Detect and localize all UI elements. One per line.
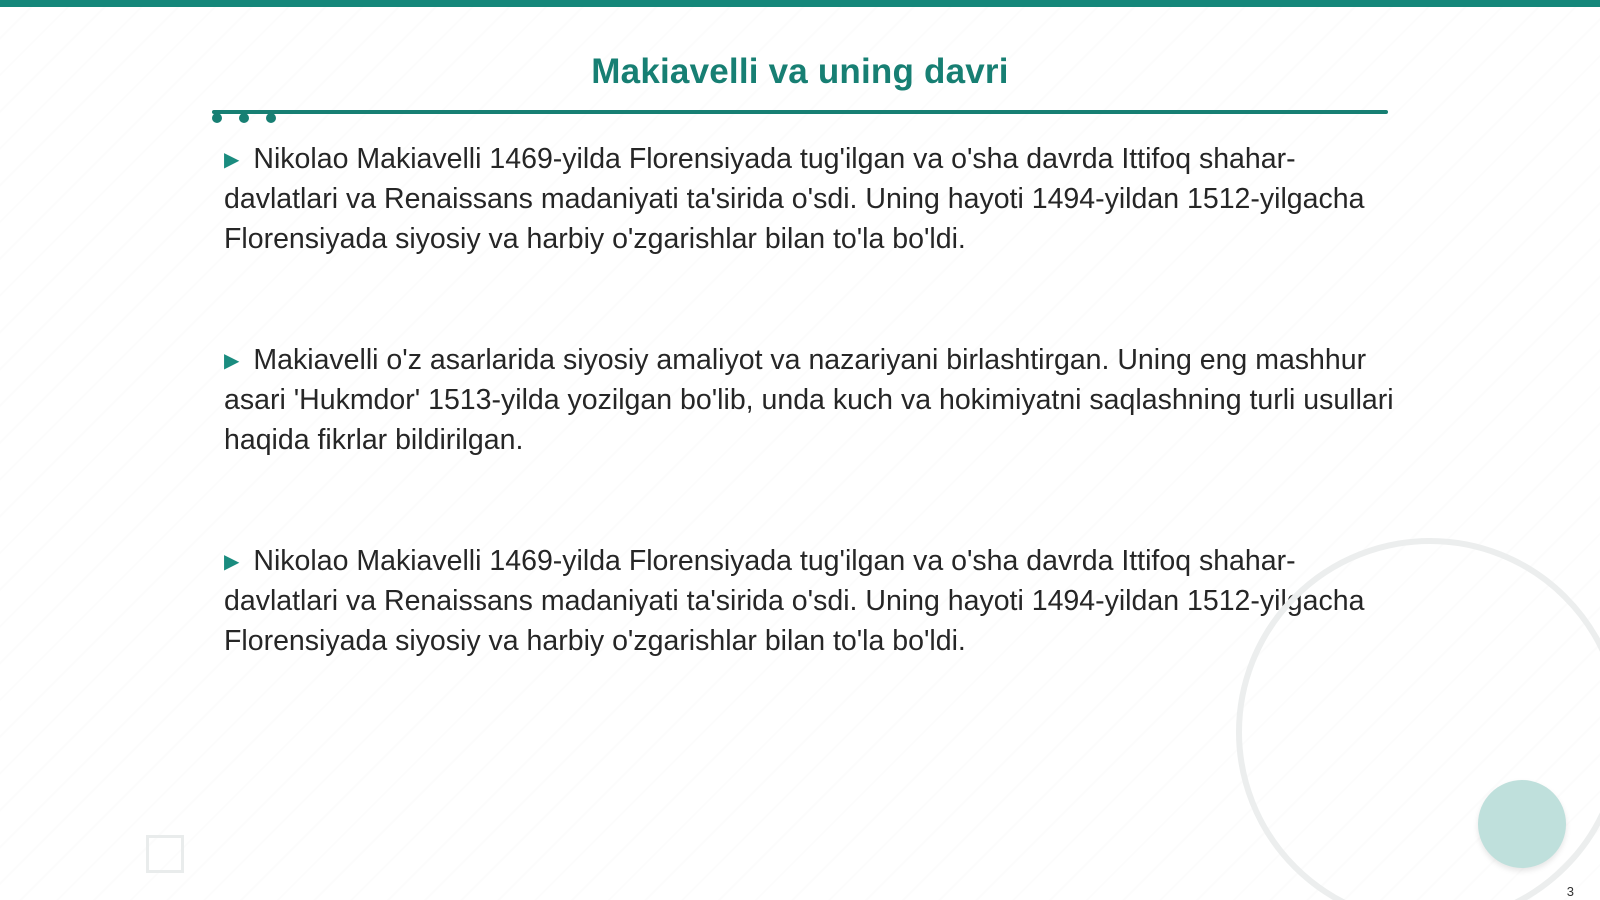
filled-circle-decoration xyxy=(1478,780,1566,868)
slide-title: Makiavelli va uning davri xyxy=(591,52,1009,91)
bullet-paragraph xyxy=(224,139,1394,259)
page-number: 3 xyxy=(1566,884,1574,899)
paragraph-text: Makiavelli o'z asarlarida siyosiy amaliyot va nazariyani birlashtirgan. Uning eng mashhur asari 'Hukmdor' 1513-yilda yozilgan bo'lib, unda kuch va hokimiyatni saqlashning turli usullari haqida fikrlar bildirilgan. xyxy=(224,344,1394,456)
paragraph-text: Nikolao Makiavelli 1469-yilda Florensiyada tug'ilgan va o'sha davrda Ittifoq shahar-davlatlari va Renaissans madaniyati ta'sirida o'sdi. Uning hayoti 1494-yildan 1512-yilgacha Florensiyada siyosiy va harbiy o'zgarishlar bilan to'la bo'ldi. xyxy=(224,143,1365,255)
paragraph-text: Nikolao Makiavelli 1469-yilda Florensiyada tug'ilgan va o'sha davrda Ittifoq shahar-davlatlari va Renaissans madaniyati ta'sirida o'sdi. Uning hayoti 1494-yildan 1512-yilgacha Florensiyada siyosiy va harbiy o'zgarishlar bilan to'la bo'ldi. xyxy=(224,545,1365,657)
bullet-paragraph xyxy=(224,340,1394,460)
title-underline xyxy=(212,110,1388,114)
play-triangle-icon: ▶ xyxy=(224,350,240,372)
dot-decoration xyxy=(239,113,249,123)
title-dots xyxy=(212,113,276,123)
slide-content xyxy=(224,139,1394,742)
top-accent-bar xyxy=(0,0,1600,7)
dot-decoration xyxy=(266,113,276,123)
play-triangle-icon: ▶ xyxy=(224,149,240,171)
play-triangle-icon: ▶ xyxy=(224,551,240,573)
square-outline-decoration xyxy=(146,835,184,873)
dot-decoration xyxy=(212,113,222,123)
bullet-paragraph xyxy=(224,541,1394,661)
